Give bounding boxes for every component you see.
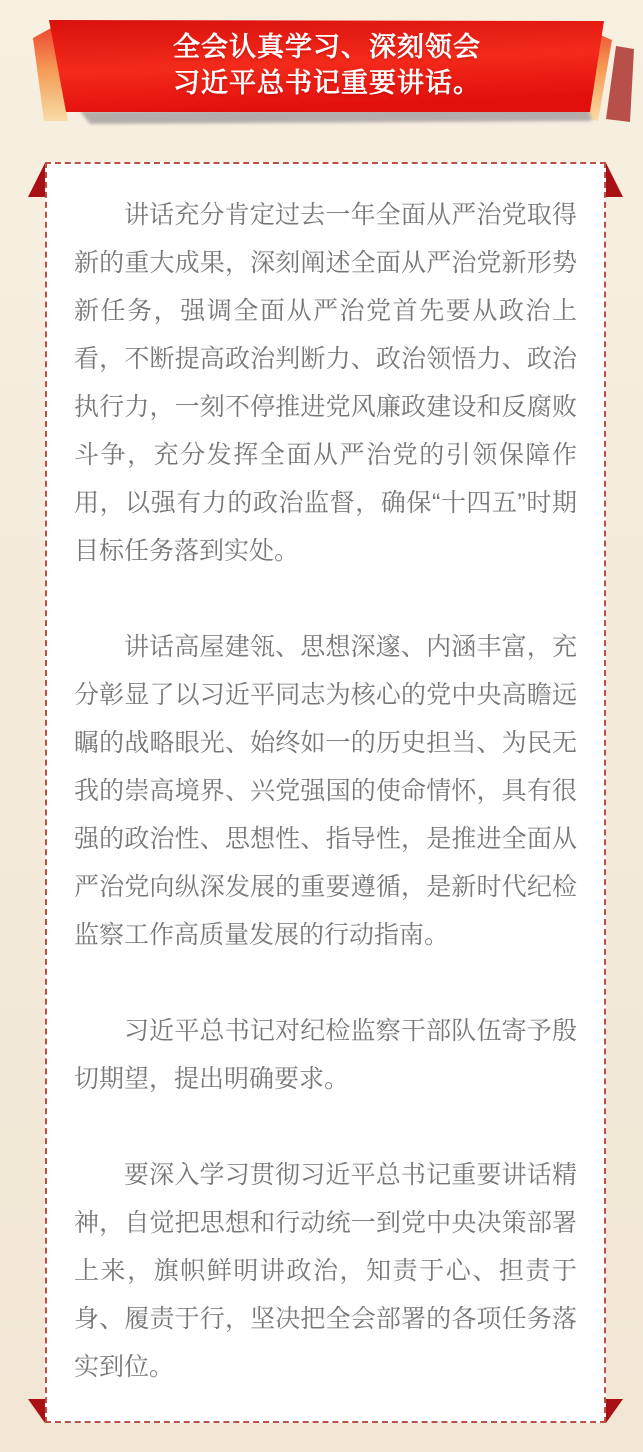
banner-title-line2: 习近平总书记重要讲话。 xyxy=(173,68,481,98)
article-paragraph-2: 讲话高屋建瓴、思想深邃、内涵丰富，充分彰显了以习近平同志为核心的党中央高瞻远瞩的战略眼光、始终如一的历史担当、为民无我的崇高境界、兴党强国的使命情怀，具有很强的政治性、思想性、指导性，是推进全面从严治党向纵深发展的重要遵循，是新时代纪检监察工作高质量发展的行动指南。 xyxy=(74,633,577,949)
corner-triangle-bottom-left xyxy=(28,1399,45,1423)
corner-triangle-bottom-right xyxy=(606,1399,623,1423)
content-card xyxy=(45,162,606,1423)
article-paragraph-4: 要深入学习贯彻习近平总书记重要讲话精神，自觉把思想和行动统一到党中央决策部署上来，旗帜鲜明讲政治，知责于心、担责于身、履责于行，坚决把全会部署的各项任务落实到位。 xyxy=(74,1161,577,1381)
corner-triangle-top-left xyxy=(28,163,45,197)
banner-title-line1: 全会认真学习、深刻领会 xyxy=(173,32,481,62)
corner-triangle-top-right xyxy=(606,163,623,197)
ribbon-banner xyxy=(0,0,643,150)
ribbon-fold-right-back xyxy=(606,46,634,122)
article-paragraph-3: 习近平总书记对纪检监察干部队伍寄予殷切期望，提出明确要求。 xyxy=(74,1017,577,1093)
article-paragraph-1: 讲话充分肯定过去一年全面从严治党取得新的重大成果，深刻阐述全面从严治党新形势新任务，强调全面从严治党首先要从政治上看，不断提高政治判断力、政治领悟力、政治执行力，一刻不停推进党风廉政建设和反腐败斗争，充分发挥全面从严治党的引领保障作用，以强有力的政治监督，确保“十四五”时期目标任务落到实处。 xyxy=(74,201,577,565)
banner-title xyxy=(49,29,605,101)
